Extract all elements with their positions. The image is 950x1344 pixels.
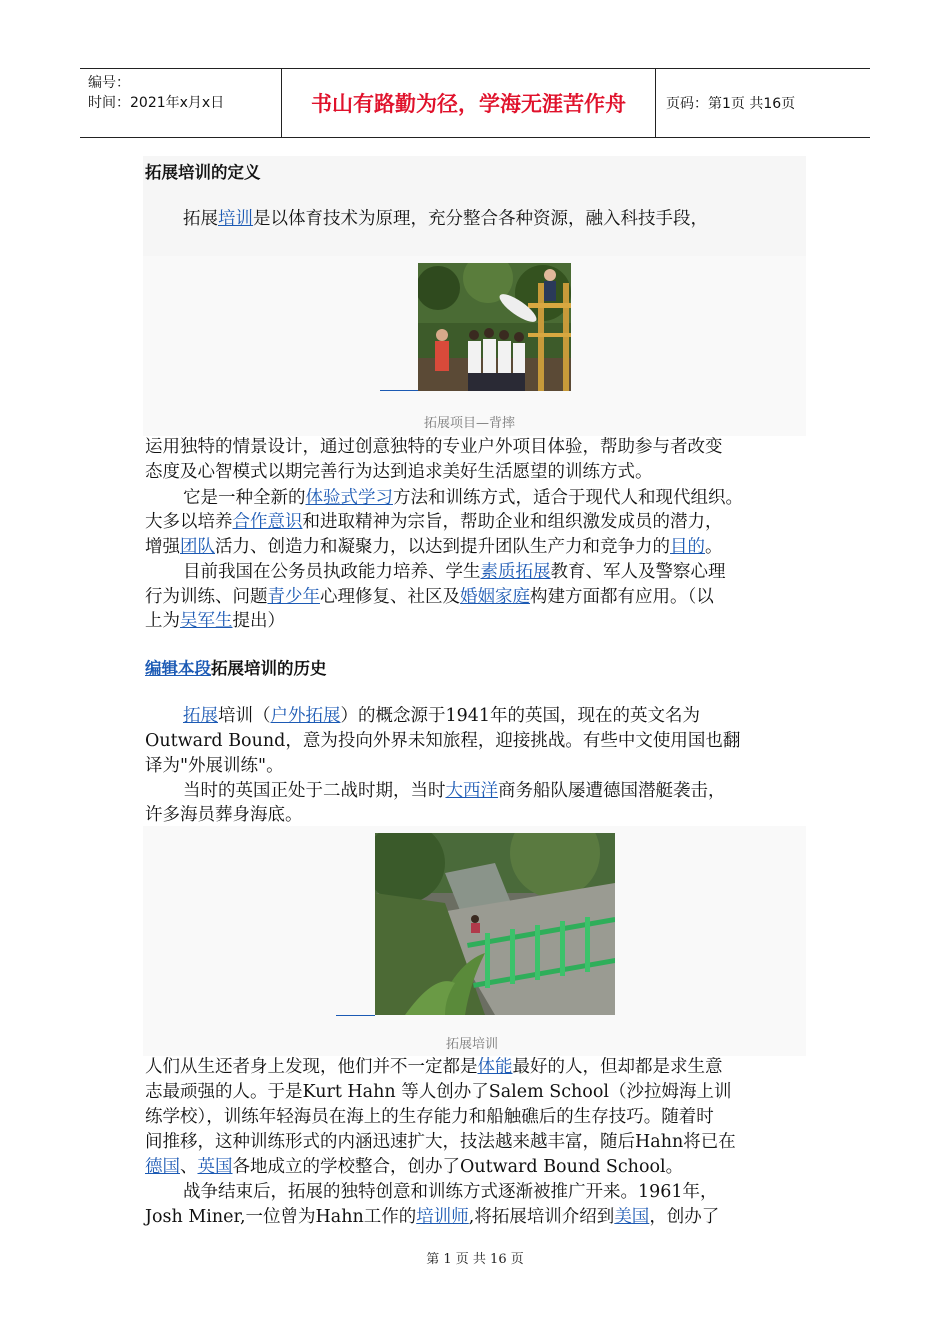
paragraph-line: 间推移，这种训练形式的内涵迅速扩大，技法越来越丰富，随后Hahn将已在 (145, 1132, 736, 1152)
edit-section-link[interactable]: 编辑本段 (145, 659, 211, 678)
paragraph-line: 战争结束后，拓展的独特创意和训练方式逐渐被推广开来。1961年， (183, 1182, 718, 1202)
paragraph-line: 志最顽强的人。于是Kurt Hahn 等人创办了Salem School（沙拉姆海上训 (145, 1082, 732, 1102)
paragraph-line: 译为"外展训练"。 (145, 756, 284, 776)
section-heading (145, 656, 327, 682)
paragraph-line: 德国、英国各地成立的学校整合，创办了Outward Bound School。 (145, 1157, 684, 1177)
page-header (80, 68, 870, 138)
paragraph-line: 上为吴军生提出） (145, 611, 285, 631)
paragraph-line: 目前我国在公务员执政能力培养、学生素质拓展教育、军人及警察心理 (183, 562, 726, 582)
paragraph-line: 态度及心智模式以期完善行为达到追求美好生活愿望的训练方式。 (145, 462, 653, 482)
paragraph-line: 许多海员葬身海底。 (145, 805, 303, 825)
link-marriage-family[interactable]: 婚姻家庭 (460, 587, 530, 607)
link-britain[interactable]: 英国 (197, 1157, 233, 1177)
link-atlantic[interactable]: 大西洋 (445, 781, 498, 801)
link-team[interactable]: 团队 (180, 537, 215, 557)
link-germany[interactable]: 德国 (145, 1157, 180, 1177)
image-caption: 拓展项目—背摔 (424, 416, 516, 431)
paragraph-line: 运用独特的情景设计，通过创意独特的专业户外项目体验，帮助参与者改变 (145, 437, 723, 457)
link-cooperation[interactable]: 合作意识 (232, 512, 303, 532)
link-training[interactable]: 培训 (218, 209, 253, 229)
paragraph-line: Josh Miner,一位曾为Hahn工作的培训师,将拓展培训介绍到美国，创办了 (145, 1207, 720, 1227)
header-motto: 书山有路勤为径，学海无涯苦作舟 (282, 69, 656, 137)
link-trainer[interactable]: 培训师 (416, 1207, 469, 1227)
paragraph-line: 练学校），训练年轻海员在海上的生存能力和船触礁后的生存技巧。随着时 (145, 1107, 714, 1127)
paragraph-line: Outward Bound，意为投向外界未知旅程，迎接挑战。有些中文使用国也翻 (145, 731, 741, 751)
paragraph-line: 大多以培养合作意识和进取精神为宗旨，帮助企业和组织激发成员的潜力， (145, 512, 723, 532)
link-physical-fitness[interactable]: 体能 (477, 1057, 513, 1077)
link-purpose[interactable]: 目的 (670, 537, 705, 557)
paragraph-line: 增强团队活力、创造力和凝聚力，以达到提升团队生产力和竞争力的目的。 (145, 537, 723, 557)
doc-number-label: 编号： (88, 75, 130, 91)
link-teenagers[interactable]: 青少年 (267, 587, 320, 607)
image-link-underline (336, 1015, 375, 1016)
page-footer: 第 1 页 共 16 页 (426, 1252, 524, 1267)
link-experiential-learning[interactable]: 体验式学习 (305, 488, 393, 508)
link-person[interactable]: 吴军生 (180, 611, 233, 631)
paragraph-line: 人们从生还者身上发现，他们并不一定都是体能最好的人，但却都是求生意 (145, 1057, 723, 1077)
paragraph-line: 拓展培训（户外拓展）的概念源于1941年的英国，现在的英文名为 (183, 706, 701, 726)
paragraph-line: 它是一种全新的体验式学习方法和训练方式，适合于现代人和现代组织。 (183, 488, 743, 508)
doc-time-label: 时间：2021年x月x日 (88, 95, 225, 111)
header-meta (80, 69, 282, 137)
section-title: 拓展培训的历史 (211, 659, 327, 678)
image-caption: 拓展培训 (446, 1037, 499, 1052)
link-quality-expansion[interactable]: 素质拓展 (480, 562, 551, 582)
paragraph-line: 当时的英国正处于二战时期，当时大西洋商务船队屡遭德国潜艇袭击， (183, 781, 726, 801)
paragraph-line: 行为训练、问题青少年心理修复、社区及婚姻家庭构建方面都有应用。（以 (145, 587, 714, 607)
image-link-underline (380, 390, 418, 391)
section-title: 拓展培训的定义 (145, 163, 261, 182)
slope-training-photo (375, 833, 615, 1015)
header-page-info: 页码：第1页 共16页 (666, 96, 796, 112)
link-outdoor-expansion[interactable]: 户外拓展 (270, 706, 341, 726)
trust-fall-photo (418, 263, 571, 391)
paragraph-line: 拓展培训是以体育技术为原理，充分整合各种资源，融入科技手段， (183, 209, 708, 229)
link-expansion[interactable]: 拓展 (183, 706, 218, 726)
link-usa[interactable]: 美国 (614, 1207, 650, 1227)
